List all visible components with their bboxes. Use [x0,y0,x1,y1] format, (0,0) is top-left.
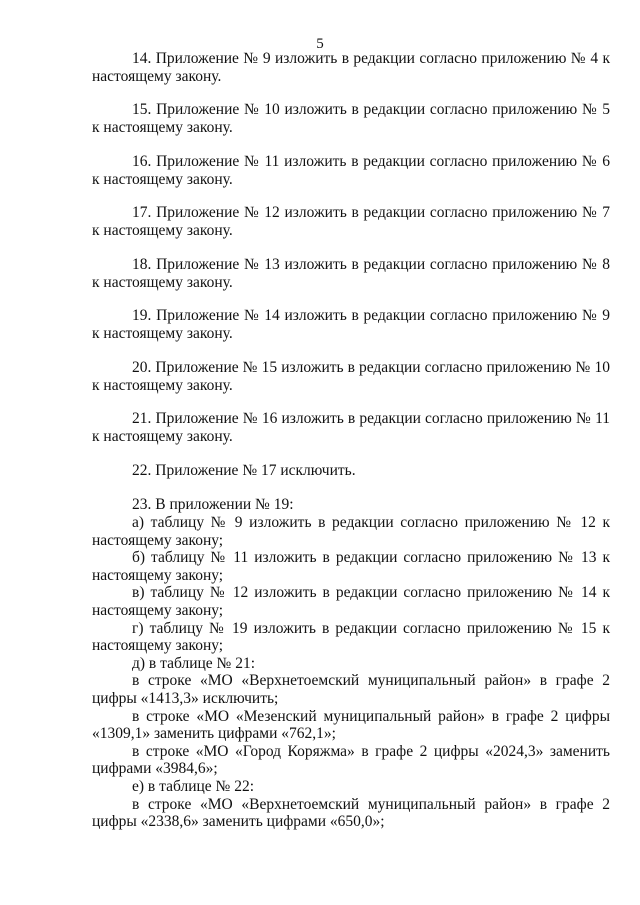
page-number: 5 [316,36,324,52]
paragraph-21: 21. Приложение № 16 изложить в редакции согласно приложению № 11 к настоящему закону. [92,410,610,445]
paragraph-23-v: в) таблицу № 12 изложить в редакции согласно приложению № 14 к настоящему закону; [92,584,610,620]
paragraph-20: 20. Приложение № 15 изложить в редакции согласно приложению № 10 к настоящему закону. [92,358,610,394]
document-body [92,50,610,831]
paragraph-17: 17. Приложение № 12 изложить в редакции согласно приложению № 7 к настоящему закону. [92,204,610,240]
paragraph-23-e: е) в таблице № 22: [132,777,255,795]
paragraph-18: 18. Приложение № 13 изложить в редакции согласно приложению № 8 к настоящему закону. [92,255,610,291]
paragraph-23-a: а) таблицу № 9 изложить в редакции согласно приложению № 12 к настоящему закону; [92,514,610,549]
paragraph-22: 22. Приложение № 17 исключить. [132,461,356,479]
paragraph-23-e-row-1: в строке «МО «Верхнетоемский муниципальный район» в графе 2 цифры «2338,6» заменить цифрами «650,0»; [92,795,610,831]
paragraph-23-d: д) в таблице № 21: [132,654,256,672]
paragraph-23-heading: 23. В приложении № 19: [132,496,294,514]
paragraph-23-b: б) таблицу № 11 изложить в редакции согласно приложению № 13 к настоящему закону; [92,549,610,584]
paragraph-23-d-row-3: в строке «МО «Город Коряжма» в графе 2 цифры «2024,3» заменить цифрами «3984,6»; [92,742,610,778]
paragraph-15: 15. Приложение № 10 изложить в редакции согласно приложению № 5 к настоящему закону. [92,101,610,137]
paragraph-14: 14. Приложение № 9 изложить в редакции согласно приложению № 4 к настоящему закону. [92,50,610,85]
paragraph-23-d-row-1: в строке «МО «Верхнетоемский муниципальный район» в графе 2 цифры «1413,3» исключить; [92,672,610,707]
paragraph-23-g: г) таблицу № 19 изложить в редакции согласно приложению № 15 к настоящему закону; [92,619,610,655]
paragraph-19: 19. Приложение № 14 изложить в редакции согласно приложению № 9 к настоящему закону. [92,307,610,343]
paragraph-23-d-row-2: в строке «МО «Мезенский муниципальный район» в графе 2 цифры «1309,1» заменить цифрами «762,1»; [92,707,610,743]
paragraph-16: 16. Приложение № 11 изложить в редакции согласно приложению № 6 к настоящему закону. [92,152,610,188]
